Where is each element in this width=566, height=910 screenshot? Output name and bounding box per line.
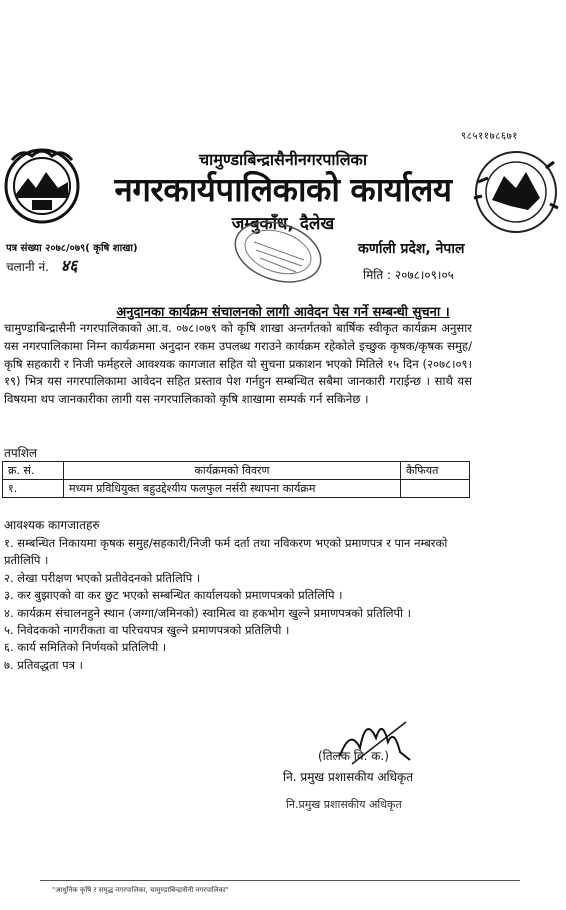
letter-date: मिति : २०७८।०९।०५ [363, 268, 454, 282]
row-remarks [401, 480, 470, 498]
municipality-name: चामुण्डाबिन्द्रासैनीनगरपालिका [199, 150, 367, 169]
signer-title: नि. प्रमुख प्रशासकीय अधिकृत [283, 770, 414, 784]
program-table-header [3, 462, 470, 480]
office-stamp [224, 216, 332, 288]
row-serial: १. [3, 480, 64, 498]
col-description: कार्यक्रमको विवरण [64, 462, 401, 480]
list-item: ५. निवेदकको नागरीकता वा परिचयपत्र खुल्ने प्रमाणपत्रको प्रतिलिपी । [4, 623, 290, 638]
letter-number: पत्र संख्या २०७८/०७९( कृषि शाखा) [6, 243, 138, 254]
details-label: तपशिल [4, 446, 38, 460]
col-serial: क्र. सं. [3, 462, 64, 480]
list-item: १. सम्बन्धित निकायमा कृषक समुह/सहकारी/निजी फर्म दर्ता तथा नविकरण भएको प्रमाणपत्र र पान नम्बरको प्रतीलिपि । [4, 536, 448, 568]
list-item: ७. प्रतिवद्धता पत्र । [4, 657, 84, 672]
table-row [3, 480, 470, 498]
dispatch-number [6, 254, 77, 276]
phone-number: ९८५११७८६७१ [461, 131, 518, 142]
footer-divider [40, 880, 520, 881]
program-table [2, 461, 470, 498]
signer-name: (तिलक वि. क.) [318, 749, 389, 763]
office-title: नगरकार्यपालिकाको कार्यालय [114, 170, 452, 209]
notice-body: चामुण्डाबिन्द्रासैनी नगरपालिकाको आ.व. ०७८।०७९ को कृषि शाखा अन्तर्गतको बार्षिक स्वीकृत कार्यक्रम अनुसार यस नगरपालिकामा निम्न कार्यक्रममा अनुदान रकम उपलब्ध गराउने कार्यक्रम रहेकोले इच्छुक कृषक/कृषक समुह/कृषि सहकारी र निजी फर्महरले आवश्यक कागजात सहित यो सुचना प्रकाशन भएको मितिले १५ दिन (२०७८।०९।१९) भित्र यस नगरपालिकामा आवेदन सहित प्रस्ताव पेश गर्नहुन सम्बन्धित सबैमा जानकारी गराईन्छ । साथै यस विषयमा थप जानकारीका लागी यस नगरपालिकाको कृषि शाखामा सम्पर्क गर्न सकिनेछ । [4, 321, 472, 407]
list-item: ३. कर बुझाएको वा कर छुट भएको सम्बन्धित कार्यालयको प्रमाणपत्रको प्रतिलिपि । [4, 588, 343, 603]
list-item: २. लेखा परीक्षण भएको प्रतीवेदनको प्रतिलिपि । [4, 570, 201, 585]
notice-subject: अनुदानका कार्यक्रम संचालनको लागी आवेदन पेस गर्ने सम्बन्धी सुचना । [116, 305, 450, 320]
dispatch-number-value: ४६ [60, 256, 78, 275]
province-address: कर्णाली प्रदेश, नेपाल [358, 241, 465, 257]
row-description: मध्यम प्रविधियुक्त बहुउद्देश्यीय फलफुल नर्सरी स्थापना कार्यक्रम [64, 480, 401, 498]
documents-list [4, 535, 454, 674]
list-item: ४. कार्यक्रम संचालनहुने स्थान (जग्गा/जमिनको) स्वामित्व वा हकभोग खुल्ने प्रमाणपत्रको प्रतिलिपी । [4, 605, 412, 620]
list-item: ६. कार्य समितिको निर्णयको प्रतिलिपी । [4, 640, 167, 655]
district-address: जम्बुकाँध, दैलेख [231, 214, 335, 234]
documents-title: आवश्यक कागजातहरु [4, 518, 100, 532]
dispatch-number-label: चलानी नं. [6, 260, 49, 274]
signer-stamp: नि.प्रमुख प्रशासकीय अधिकृत [286, 798, 402, 811]
footer-slogan: "आधुनिक कृषि र समृद्ध नगरपालिका, चामुण्डाबिन्द्रासैनी नगरपालिका" [52, 886, 229, 894]
col-remarks: कैफियत [401, 462, 470, 480]
